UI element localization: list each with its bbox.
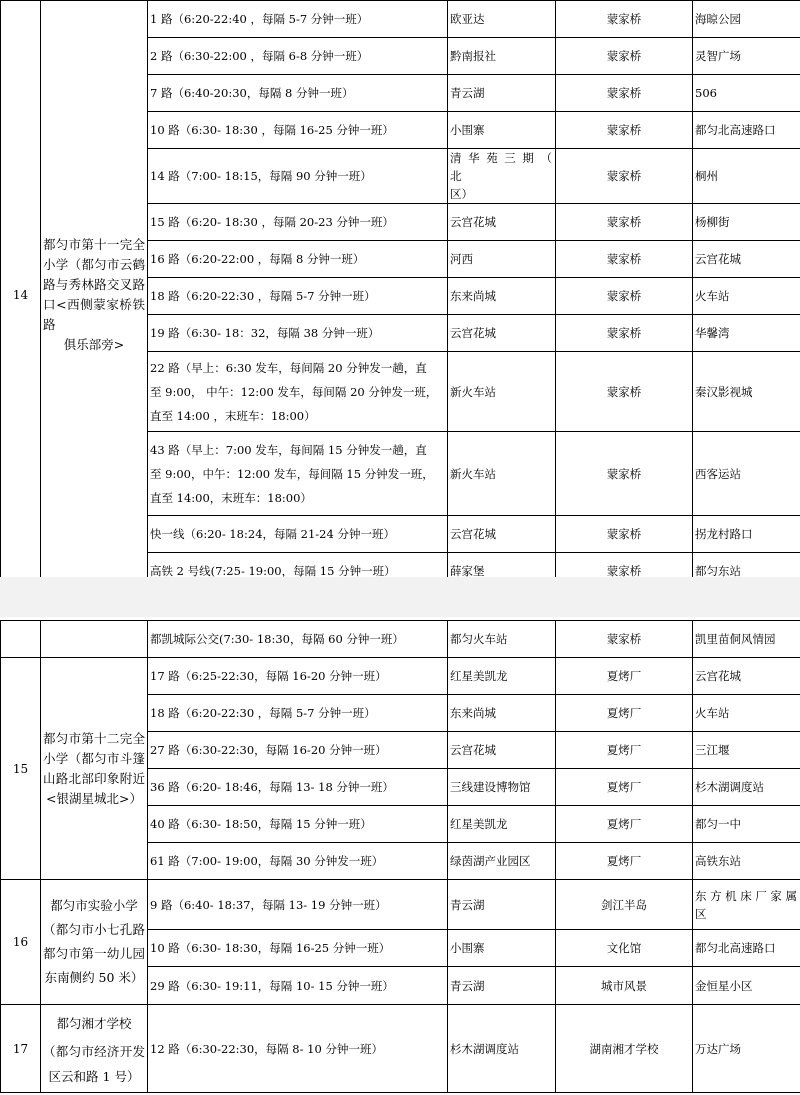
route-line: 43 路（早上：7:00 发车，每间隔 15 分钟发一趟，直 [150, 442, 427, 457]
school-stop-cell: 蒙家桥 [556, 516, 693, 553]
end-stop-cell: 都匀一中 [693, 806, 800, 843]
route-line: 至 9:00， 中午：12:00 发车，每间隔 20 分钟发一班， [150, 384, 438, 399]
school-line: 都匀市第一幼儿园 [43, 946, 145, 961]
school-line: 区云和路 1 号） [48, 1068, 140, 1084]
route-cell: 36 路（6:20- 18:46，每隔 13- 18 分钟一班） [148, 769, 448, 806]
school-line: 俱乐部旁> [63, 337, 125, 352]
start-stop-cell: 新火车站 [448, 432, 556, 516]
school-name [41, 880, 148, 1005]
page-2 [0, 617, 800, 1095]
school-stop-cell: 蒙家桥 [556, 204, 693, 241]
start-stop-cell: 云宫花城 [448, 732, 556, 769]
route-cell: 27 路（6:30-22:30，每隔 16-20 分钟一班） [148, 732, 448, 769]
school-number [1, 621, 41, 658]
end-stop-cell: 火车站 [693, 278, 800, 315]
route-cell: 14 路（7:00- 18:15，每隔 90 分钟一班） [148, 149, 448, 204]
route-cell: 61 路（7:00- 19:00，每隔 30 分钟发一班） [148, 843, 448, 880]
route-cell: 16 路（6:20-22:00 ，每隔 8 分钟一班） [148, 241, 448, 278]
start-stop-cell: 三线建设博物馆 [448, 769, 556, 806]
school-line: 都匀市实验小学 [50, 898, 138, 913]
route-cell: 12 路（6:30-22:30，每隔 8- 10 分钟一班） [148, 1005, 448, 1093]
school-stop-cell: 夏烤厂 [556, 732, 693, 769]
start-line: 清 华 苑 三 期 （ 北 [450, 151, 552, 183]
school-name [41, 658, 148, 880]
end-stop-cell: 海晾公园 [693, 1, 800, 38]
end-stop-cell: 桐州 [693, 149, 800, 204]
school-stop-cell: 文化馆 [556, 930, 693, 967]
end-stop-cell [693, 880, 800, 930]
start-stop-cell: 青云湖 [448, 880, 556, 930]
school-number: 14 [1, 1, 41, 578]
school-stop-cell: 蒙家桥 [556, 241, 693, 278]
start-stop-cell: 云宫花城 [448, 516, 556, 553]
end-stop-cell: 三江堰 [693, 732, 800, 769]
start-stop-cell: 河西 [448, 241, 556, 278]
school-stop-cell: 蒙家桥 [556, 75, 693, 112]
school-stop-cell: 湖南湘才学校 [556, 1005, 693, 1093]
school-line: 都匀湘才学校 [56, 1015, 132, 1031]
route-cell: 18 路（6:20-22:30 ，每隔 5-7 分钟一班） [148, 278, 448, 315]
route-cell: 9 路（6:40- 18:37，每隔 13- 19 分钟一班） [148, 880, 448, 930]
route-cell: 19 路（6:30- 18：32，每隔 38 分钟一班） [148, 315, 448, 352]
route-cell: 2 路（6:30-22:00 ，每隔 6-8 分钟一班） [148, 38, 448, 75]
start-stop-cell: 小围寨 [448, 930, 556, 967]
start-line: 区） [450, 187, 473, 201]
school-stop-cell: 蒙家桥 [556, 112, 693, 149]
school-stop-cell: 夏烤厂 [556, 769, 693, 806]
school-name [41, 1, 148, 578]
route-cell: 15 路（6:20- 18:30 ，每隔 20-23 分钟一班） [148, 204, 448, 241]
start-stop-cell: 都匀火车站 [448, 621, 556, 658]
end-line: 区 [695, 906, 707, 921]
start-stop-cell: 红星美凯龙 [448, 658, 556, 695]
route-line: 直至 14:00 ，末班车：18:00） [150, 408, 316, 423]
school-stop-cell: 夏烤厂 [556, 658, 693, 695]
school-number: 15 [1, 658, 41, 880]
end-stop-cell: 506 [693, 75, 800, 112]
route-cell: 快一线（6:20- 18:24，每隔 21-24 分钟一班） [148, 516, 448, 553]
page-gap [0, 577, 800, 617]
school-line: 小学（都匀市云鹤 [43, 257, 145, 272]
start-stop-cell: 东来尚城 [448, 695, 556, 732]
route-line: 直至 14:00，末班车：18:00） [150, 490, 312, 505]
route-line: 至 9:00，中午：12:00 发车，每间隔 15 分钟发一班， [150, 466, 434, 481]
bus-route-table-page-2 [0, 620, 800, 1093]
end-line: 东方机床厂家属 [695, 888, 797, 903]
start-stop-cell [448, 149, 556, 204]
school-line: （都匀市经济开发 [43, 1043, 145, 1059]
school-stop-cell: 蒙家桥 [556, 352, 693, 432]
table-row [1, 1005, 800, 1093]
start-stop-cell: 薛家堡 [448, 553, 556, 578]
route-cell: 10 路（6:30- 18:30 ，每隔 16-25 分钟一班） [148, 112, 448, 149]
school-stop-cell: 蒙家桥 [556, 38, 693, 75]
route-cell: 高铁 2 号线(7:25- 19:00，每隔 15 分钟一班） [148, 553, 448, 578]
end-stop-cell: 金恒星小区 [693, 967, 800, 1005]
end-stop-cell: 西客运站 [693, 432, 800, 516]
school-number: 17 [1, 1005, 41, 1093]
school-line: <银湖星城北>） [46, 790, 142, 806]
end-stop-cell: 高铁东站 [693, 843, 800, 880]
school-stop-cell: 蒙家桥 [556, 621, 693, 658]
start-stop-cell: 杉木湖调度站 [448, 1005, 556, 1093]
route-line: 22 路（早上：6:30 发车，每间隔 20 分钟发一趟，直 [150, 360, 427, 375]
start-stop-cell: 小围寨 [448, 112, 556, 149]
route-cell: 29 路（6:30- 19:11，每隔 10- 15 分钟一班） [148, 967, 448, 1005]
end-stop-cell: 火车站 [693, 695, 800, 732]
end-stop-cell: 都匀东站 [693, 553, 800, 578]
end-stop-cell: 凯里苗侗风情园 [693, 621, 800, 658]
school-stop-cell: 剑江半岛 [556, 880, 693, 930]
end-stop-cell: 云宫花城 [693, 241, 800, 278]
end-stop-cell: 云宫花城 [693, 658, 800, 695]
end-stop-cell: 拐龙村路口 [693, 516, 800, 553]
route-cell: 10 路（6:30- 18:30，每隔 16-25 分钟一班） [148, 930, 448, 967]
table-row [1, 658, 800, 695]
end-stop-cell: 灵智广场 [693, 38, 800, 75]
school-stop-cell: 蒙家桥 [556, 315, 693, 352]
start-stop-cell: 青云湖 [448, 75, 556, 112]
route-cell [148, 352, 448, 432]
school-number: 16 [1, 880, 41, 1005]
school-line: 口<西侧蒙家桥铁路 [43, 297, 145, 332]
start-stop-cell: 云宫花城 [448, 315, 556, 352]
table-row [1, 621, 800, 658]
route-cell: 40 路（6:30- 18:50，每隔 15 分钟一班） [148, 806, 448, 843]
table-row [1, 1, 800, 38]
route-cell: 18 路（6:20-22:30 ，每隔 5-7 分钟一班） [148, 695, 448, 732]
school-line: 都匀市第十二完全 [43, 730, 145, 746]
school-stop-cell: 夏烤厂 [556, 806, 693, 843]
start-stop-cell: 青云湖 [448, 967, 556, 1005]
table-row [1, 880, 800, 930]
school-stop-cell: 城市风景 [556, 967, 693, 1005]
start-stop-cell: 欧亚达 [448, 1, 556, 38]
school-line: 都匀市第十一完全 [43, 237, 145, 252]
route-cell: 都凯城际公交(7:30- 18:30，每隔 60 分钟一班） [148, 621, 448, 658]
school-name [41, 1005, 148, 1093]
end-stop-cell: 杨柳街 [693, 204, 800, 241]
school-line: 小学（都匀市斗篷 [43, 750, 145, 766]
start-stop-cell: 新火车站 [448, 352, 556, 432]
school-line: 路与秀林路交叉路 [43, 277, 145, 292]
start-stop-cell: 红星美凯龙 [448, 806, 556, 843]
route-cell [148, 432, 448, 516]
route-cell: 1 路（6:20-22:40 ，每隔 5-7 分钟一班） [148, 1, 448, 38]
end-stop-cell: 都匀北高速路口 [693, 112, 800, 149]
start-stop-cell: 东来尚城 [448, 278, 556, 315]
end-stop-cell: 华馨湾 [693, 315, 800, 352]
school-name [41, 621, 148, 658]
start-stop-cell: 黔南报社 [448, 38, 556, 75]
school-stop-cell: 夏烤厂 [556, 843, 693, 880]
route-cell: 7 路（6:40-20:30，每隔 8 分钟一班） [148, 75, 448, 112]
end-stop-cell: 都匀北高速路口 [693, 930, 800, 967]
school-stop-cell: 蒙家桥 [556, 149, 693, 204]
school-stop-cell: 蒙家桥 [556, 432, 693, 516]
school-stop-cell: 蒙家桥 [556, 278, 693, 315]
school-line: （都匀市小七孔路 [43, 922, 145, 937]
school-line: 东南侧约 50 米） [44, 970, 144, 985]
start-stop-cell: 云宫花城 [448, 204, 556, 241]
school-line: 山路北部印象附近 [43, 770, 145, 786]
school-stop-cell: 蒙家桥 [556, 553, 693, 578]
end-stop-cell: 杉木湖调度站 [693, 769, 800, 806]
end-stop-cell: 万达广场 [693, 1005, 800, 1093]
start-stop-cell: 绿茵湖产业园区 [448, 843, 556, 880]
end-stop-cell: 秦汉影视城 [693, 352, 800, 432]
route-cell: 17 路（6:25-22:30，每隔 16-20 分钟一班） [148, 658, 448, 695]
school-stop-cell: 夏烤厂 [556, 695, 693, 732]
school-stop-cell: 蒙家桥 [556, 1, 693, 38]
